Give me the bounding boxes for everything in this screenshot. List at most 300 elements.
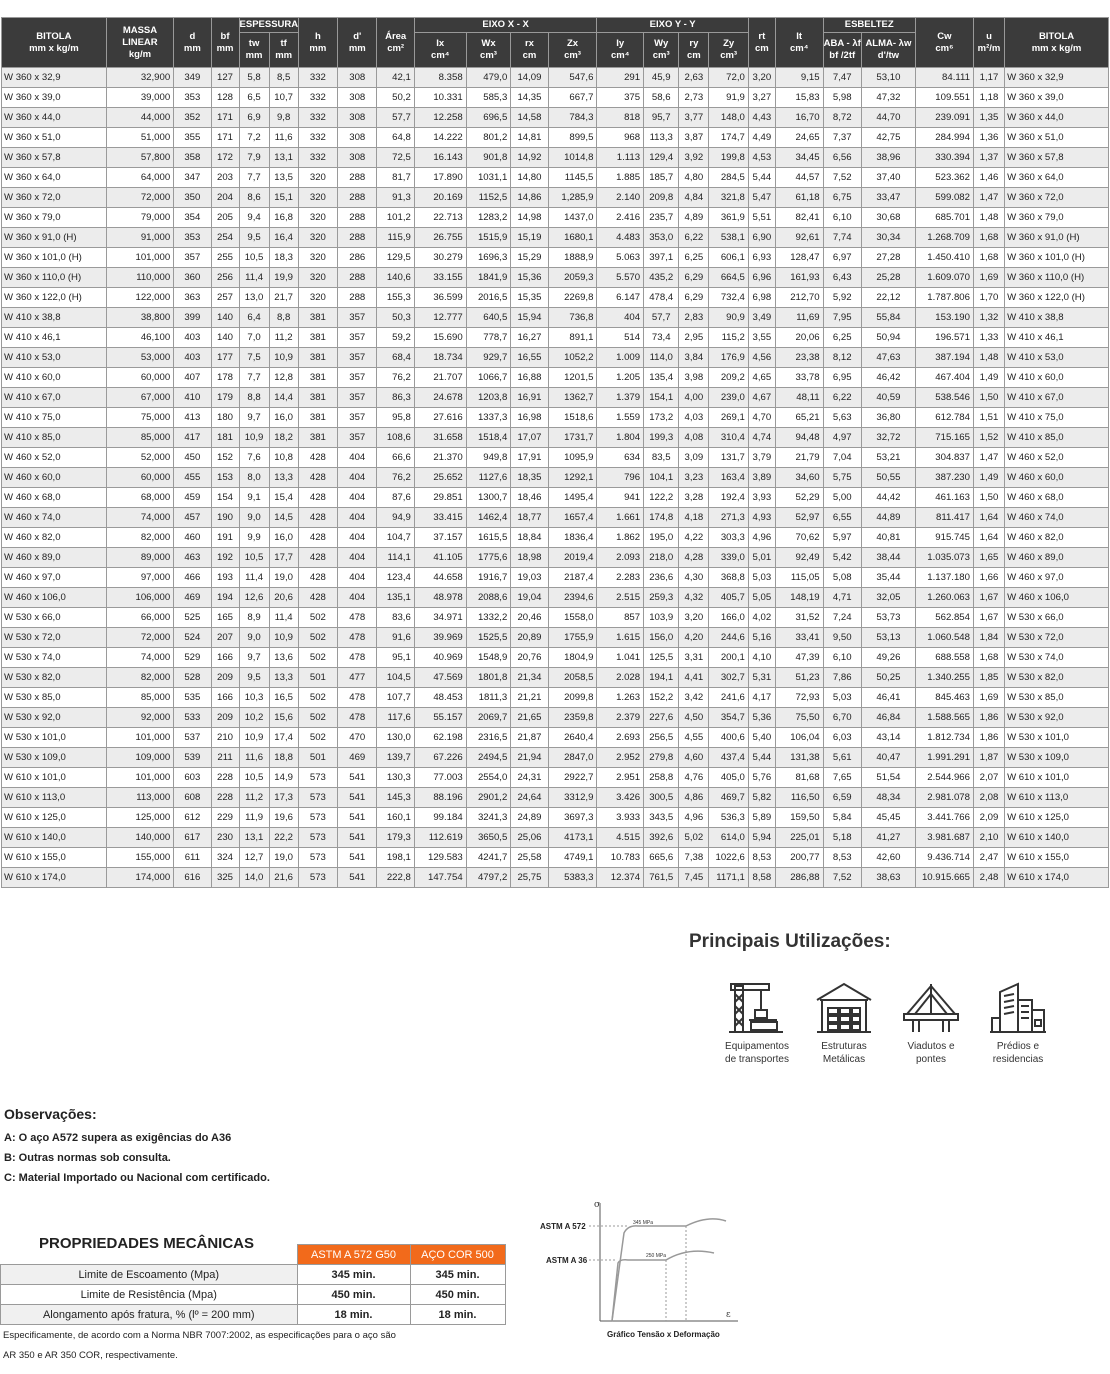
table-cell: 72,000 xyxy=(106,628,173,648)
table-cell: W 410 x 75,0 xyxy=(2,408,107,428)
table-cell: 347 xyxy=(174,168,211,188)
table-cell: 7,5 xyxy=(239,348,269,368)
table-cell: 1,37 xyxy=(973,148,1004,168)
table-cell: 502 xyxy=(298,688,337,708)
table-cell: 30,68 xyxy=(861,208,915,228)
table-cell: 538,1 xyxy=(709,228,748,248)
table-cell: 26.755 xyxy=(414,228,466,248)
table-cell: 2,47 xyxy=(973,848,1004,868)
table-cell: 14,9 xyxy=(269,768,298,788)
table-cell: 7,38 xyxy=(679,848,709,868)
table-cell: 6,10 xyxy=(823,208,861,228)
table-cell: 194 xyxy=(211,588,239,608)
table-cell: 617 xyxy=(174,828,211,848)
table-cell: 5,47 xyxy=(748,188,775,208)
table-cell: 23,38 xyxy=(775,348,823,368)
table-cell: 13,1 xyxy=(269,148,298,168)
graph-epsilon: ε xyxy=(726,1310,731,1320)
table-cell: 40,81 xyxy=(861,528,915,548)
table-row xyxy=(2,368,1109,388)
table-cell: 7,45 xyxy=(679,868,709,888)
table-cell: 50,55 xyxy=(861,468,915,488)
table-cell: 3.981.687 xyxy=(915,828,973,848)
table-cell: 1,86 xyxy=(973,708,1004,728)
table-cell: 3,27 xyxy=(748,88,775,108)
table-cell: 1,85 xyxy=(973,668,1004,688)
table-cell: 129,4 xyxy=(644,148,679,168)
table-cell: 2,73 xyxy=(679,88,709,108)
table-cell: 1.812.734 xyxy=(915,728,973,748)
table-cell: 70,62 xyxy=(775,528,823,548)
table-cell: 154,1 xyxy=(644,388,679,408)
table-cell: 32,900 xyxy=(106,68,173,88)
table-cell: 185,7 xyxy=(644,168,679,188)
table-cell: 2.379 xyxy=(597,708,644,728)
table-cell: 44,70 xyxy=(861,108,915,128)
table-cell: 14,81 xyxy=(511,128,548,148)
table-cell: 31,52 xyxy=(775,608,823,628)
table-cell: 1,47 xyxy=(973,448,1004,468)
table-cell: 104,1 xyxy=(644,468,679,488)
table-cell: 227,6 xyxy=(644,708,679,728)
table-row xyxy=(2,348,1109,368)
table-cell: 1.035.073 xyxy=(915,548,973,568)
table-cell: 60,000 xyxy=(106,368,173,388)
graph-label-a572: ASTM A 572 xyxy=(540,1222,586,1231)
table-cell: 53,000 xyxy=(106,348,173,368)
table-cell: 3.933 xyxy=(597,808,644,828)
table-cell: 17,3 xyxy=(269,788,298,808)
use-bridges: Viadutos e pontes xyxy=(886,980,976,1066)
table-cell: 778,7 xyxy=(466,328,511,348)
table-cell: 533 xyxy=(174,708,211,728)
table-cell: W 410 x 75,0 xyxy=(1005,408,1109,428)
table-cell: 113,3 xyxy=(644,128,679,148)
table-cell: W 360 x 32,9 xyxy=(2,68,107,88)
table-cell: 7,47 xyxy=(823,68,861,88)
table-cell: 122,2 xyxy=(644,488,679,508)
table-cell: 1.137.180 xyxy=(915,568,973,588)
table-cell: 128,47 xyxy=(775,248,823,268)
table-cell: 435,2 xyxy=(644,268,679,288)
table-cell: 7,95 xyxy=(823,308,861,328)
crane-icon xyxy=(727,980,787,1036)
table-cell: 222,8 xyxy=(377,868,414,888)
table-cell: 1,35 xyxy=(973,108,1004,128)
table-cell: 22.713 xyxy=(414,208,466,228)
table-cell: 417 xyxy=(174,428,211,448)
bridge-icon xyxy=(901,980,961,1036)
table-cell: 16,4 xyxy=(269,228,298,248)
table-cell: 239,0 xyxy=(709,388,748,408)
table-cell: 14,98 xyxy=(511,208,548,228)
table-cell: 148,19 xyxy=(775,588,823,608)
table-cell: 258,8 xyxy=(644,768,679,788)
table-cell: 6,9 xyxy=(239,108,269,128)
table-cell: 13,1 xyxy=(239,828,269,848)
observations-title: Observações: xyxy=(4,1106,97,1122)
table-cell: W 360 x 64,0 xyxy=(2,168,107,188)
table-cell: 45,45 xyxy=(861,808,915,828)
table-cell: W 610 x 155,0 xyxy=(2,848,107,868)
table-cell: 122,000 xyxy=(106,288,173,308)
table-cell: 155,3 xyxy=(377,288,414,308)
table-cell: 25,58 xyxy=(511,848,548,868)
table-cell: W 360 x 101,0 (H) xyxy=(2,248,107,268)
table-cell: 5,31 xyxy=(748,668,775,688)
table-cell: 12.777 xyxy=(414,308,466,328)
table-cell: 410 xyxy=(174,388,211,408)
table-cell: 128 xyxy=(211,88,239,108)
table-cell: 52,000 xyxy=(106,448,173,468)
table-cell: 2187,4 xyxy=(548,568,597,588)
table-cell: 1,68 xyxy=(973,228,1004,248)
table-cell: 27,28 xyxy=(861,248,915,268)
table-cell: 1,50 xyxy=(973,388,1004,408)
table-cell: 640,5 xyxy=(466,308,511,328)
table-cell: 1,65 xyxy=(973,548,1004,568)
mech-row-value: 18 min. xyxy=(410,1305,505,1325)
table-cell: 1,68 xyxy=(973,248,1004,268)
table-cell: 10.331 xyxy=(414,88,466,108)
table-cell: 254 xyxy=(211,228,239,248)
table-cell: 539 xyxy=(174,748,211,768)
table-cell: 350 xyxy=(174,188,211,208)
table-cell: 467.404 xyxy=(915,368,973,388)
table-cell: 1518,6 xyxy=(548,408,597,428)
table-cell: 55.157 xyxy=(414,708,466,728)
table-cell: 47,32 xyxy=(861,88,915,108)
table-row xyxy=(2,208,1109,228)
table-row xyxy=(2,468,1109,488)
table-cell: 72,0 xyxy=(709,68,748,88)
table-cell: 228 xyxy=(211,768,239,788)
table-cell: 3312,9 xyxy=(548,788,597,808)
table-cell: 228 xyxy=(211,788,239,808)
table-row xyxy=(2,188,1109,208)
table-row xyxy=(2,848,1109,868)
table-cell: 14.222 xyxy=(414,128,466,148)
table-cell: 180 xyxy=(211,408,239,428)
table-cell: 2.952 xyxy=(597,748,644,768)
table-cell: 4,74 xyxy=(748,428,775,448)
table-cell: 1.060.548 xyxy=(915,628,973,648)
table-cell: 179,3 xyxy=(377,828,414,848)
table-cell: 191 xyxy=(211,528,239,548)
table-cell: 87,6 xyxy=(377,488,414,508)
table-cell: 5,18 xyxy=(823,828,861,848)
table-cell: 547,6 xyxy=(548,68,597,88)
table-cell: 404 xyxy=(338,448,377,468)
table-cell: 404 xyxy=(338,568,377,588)
table-cell: 5,84 xyxy=(823,808,861,828)
table-cell: 106,04 xyxy=(775,728,823,748)
table-cell: 4,49 xyxy=(748,128,775,148)
table-cell: 404 xyxy=(338,508,377,528)
table-cell: 1.862 xyxy=(597,528,644,548)
table-cell: 3,20 xyxy=(748,68,775,88)
table-cell: 354,7 xyxy=(709,708,748,728)
table-cell: 125,000 xyxy=(106,808,173,828)
table-cell: 36,80 xyxy=(861,408,915,428)
table-cell: 48.453 xyxy=(414,688,466,708)
table-cell: 573 xyxy=(298,828,337,848)
header-d: d mm xyxy=(174,18,211,68)
table-cell: 239.091 xyxy=(915,108,973,128)
table-cell: 12.258 xyxy=(414,108,466,128)
table-cell: 1.588.565 xyxy=(915,708,973,728)
table-cell: 82,41 xyxy=(775,208,823,228)
table-cell: 413 xyxy=(174,408,211,428)
observations xyxy=(4,1106,270,1188)
table-cell: 21,94 xyxy=(511,748,548,768)
table-cell: 14,58 xyxy=(511,108,548,128)
table-cell: 428 xyxy=(298,548,337,568)
table-row xyxy=(2,228,1109,248)
table-cell: 4,93 xyxy=(748,508,775,528)
table-cell: 381 xyxy=(298,408,337,428)
table-cell: 573 xyxy=(298,768,337,788)
table-cell: 891,1 xyxy=(548,328,597,348)
table-cell: 16,88 xyxy=(511,368,548,388)
table-cell: 477 xyxy=(338,668,377,688)
table-cell: 269,1 xyxy=(709,408,748,428)
table-cell: 22,2 xyxy=(269,828,298,848)
table-cell: 320 xyxy=(298,208,337,228)
table-cell: 9,7 xyxy=(239,648,269,668)
table-cell: 514 xyxy=(597,328,644,348)
table-cell: 25,06 xyxy=(511,828,548,848)
table-cell: 2494,5 xyxy=(466,748,511,768)
table-cell: 811.417 xyxy=(915,508,973,528)
table-cell: 13,3 xyxy=(269,668,298,688)
table-cell: 4,22 xyxy=(679,528,709,548)
table-cell: W 530 x 72,0 xyxy=(2,628,107,648)
table-cell: 64,000 xyxy=(106,168,173,188)
table-cell: 3241,3 xyxy=(466,808,511,828)
table-cell: 204 xyxy=(211,188,239,208)
table-cell: 16,27 xyxy=(511,328,548,348)
table-cell: 225,01 xyxy=(775,828,823,848)
table-cell: 218,0 xyxy=(644,548,679,568)
table-cell: 91,6 xyxy=(377,628,414,648)
table-cell: 21,65 xyxy=(511,708,548,728)
table-cell: 18.734 xyxy=(414,348,466,368)
table-cell: W 530 x 74,0 xyxy=(2,648,107,668)
table-cell: 6,96 xyxy=(748,268,775,288)
header-area: Área cm² xyxy=(377,18,414,68)
table-cell: 381 xyxy=(298,348,337,368)
table-cell: 42,60 xyxy=(861,848,915,868)
table-cell: W 530 x 66,0 xyxy=(1005,608,1109,628)
table-cell: 478,4 xyxy=(644,288,679,308)
table-cell: W 610 x 101,0 xyxy=(1005,768,1109,788)
table-cell: 5.570 xyxy=(597,268,644,288)
table-cell: 303,3 xyxy=(709,528,748,548)
table-cell: 130,0 xyxy=(377,728,414,748)
table-cell: 1,33 xyxy=(973,328,1004,348)
table-row xyxy=(2,428,1109,448)
table-cell: 30,34 xyxy=(861,228,915,248)
table-cell: 209 xyxy=(211,668,239,688)
table-cell: 15,83 xyxy=(775,88,823,108)
table-cell: 11,9 xyxy=(239,808,269,828)
table-cell: 10,2 xyxy=(239,708,269,728)
table-cell: 18,2 xyxy=(269,428,298,448)
header-u: u m²/m xyxy=(973,18,1004,68)
table-cell: W 410 x 53,0 xyxy=(1005,348,1109,368)
table-cell: 48,11 xyxy=(775,388,823,408)
table-cell: 1.991.291 xyxy=(915,748,973,768)
graph-caption: Gráfico Tensão x Deformação xyxy=(607,1330,720,1339)
table-cell: W 460 x 97,0 xyxy=(1005,568,1109,588)
table-cell: 241,6 xyxy=(709,688,748,708)
table-cell: 15,4 xyxy=(269,488,298,508)
table-cell: 236,6 xyxy=(644,568,679,588)
table-cell: 53,21 xyxy=(861,448,915,468)
table-cell: 171 xyxy=(211,108,239,128)
table-cell: W 460 x 68,0 xyxy=(1005,488,1109,508)
table-cell: 1283,2 xyxy=(466,208,511,228)
table-cell: 469 xyxy=(174,588,211,608)
table-cell: 541 xyxy=(338,828,377,848)
table-cell: 4,43 xyxy=(748,108,775,128)
mech-row-label: Limite de Resistência (Mpa) xyxy=(1,1285,298,1305)
table-cell: 1,68 xyxy=(973,648,1004,668)
table-cell: 353 xyxy=(174,88,211,108)
table-cell: 10,9 xyxy=(269,348,298,368)
table-cell: 229 xyxy=(211,808,239,828)
table-cell: 59,2 xyxy=(377,328,414,348)
table-cell: 271,3 xyxy=(709,508,748,528)
table-cell: W 530 x 101,0 xyxy=(1005,728,1109,748)
table-cell: 15,35 xyxy=(511,288,548,308)
table-row xyxy=(2,508,1109,528)
table-cell: 51,23 xyxy=(775,668,823,688)
table-cell: 46,100 xyxy=(106,328,173,348)
table-cell: 502 xyxy=(298,608,337,628)
table-cell: 4,86 xyxy=(679,788,709,808)
table-cell: 288 xyxy=(338,168,377,188)
table-cell: 1171,1 xyxy=(709,868,748,888)
table-cell: 1437,0 xyxy=(548,208,597,228)
table-cell: 8,5 xyxy=(269,68,298,88)
table-row xyxy=(2,748,1109,768)
table-cell: 1.609.070 xyxy=(915,268,973,288)
table-cell: 49,26 xyxy=(861,648,915,668)
table-cell: 8,8 xyxy=(239,388,269,408)
table-cell: 2,48 xyxy=(973,868,1004,888)
table-cell: 44,89 xyxy=(861,508,915,528)
table-cell: 103,9 xyxy=(644,608,679,628)
table-cell: 89,000 xyxy=(106,548,173,568)
table-cell: 667,7 xyxy=(548,88,597,108)
buildings-icon xyxy=(988,980,1048,1036)
table-cell: 9,0 xyxy=(239,628,269,648)
table-cell: 39,000 xyxy=(106,88,173,108)
table-cell: 76,2 xyxy=(377,368,414,388)
table-cell: 14,09 xyxy=(511,68,548,88)
table-cell: W 460 x 82,0 xyxy=(2,528,107,548)
table-cell: 55,84 xyxy=(861,308,915,328)
table-cell: 1.205 xyxy=(597,368,644,388)
table-cell: 58,6 xyxy=(644,88,679,108)
table-cell: 320 xyxy=(298,188,337,208)
table-cell: 324 xyxy=(211,848,239,868)
table-cell: 4,18 xyxy=(679,508,709,528)
table-cell: 1811,3 xyxy=(466,688,511,708)
table-cell: 2.951 xyxy=(597,768,644,788)
table-cell: 2059,3 xyxy=(548,268,597,288)
mech-row-value: 345 min. xyxy=(297,1265,410,1285)
table-cell: 2,83 xyxy=(679,308,709,328)
table-cell: 5383,3 xyxy=(548,868,597,888)
table-cell: 17,7 xyxy=(269,548,298,568)
table-cell: 614,0 xyxy=(709,828,748,848)
table-cell: 4,71 xyxy=(823,588,861,608)
table-cell: 3697,3 xyxy=(548,808,597,828)
table-cell: 685.701 xyxy=(915,208,973,228)
table-cell: 48,34 xyxy=(861,788,915,808)
table-cell: 1804,9 xyxy=(548,648,597,668)
header-aba: ABA - λf bf /2tf xyxy=(823,33,861,68)
table-cell: 404 xyxy=(338,468,377,488)
table-cell: 8,6 xyxy=(239,188,269,208)
table-row xyxy=(2,108,1109,128)
table-cell: 135,4 xyxy=(644,368,679,388)
table-cell: 8,0 xyxy=(239,468,269,488)
table-cell: 24,89 xyxy=(511,808,548,828)
table-cell: 18,77 xyxy=(511,508,548,528)
table-cell: 6,95 xyxy=(823,368,861,388)
table-cell: 1,285,9 xyxy=(548,188,597,208)
table-cell: 308 xyxy=(338,68,377,88)
table-cell: 14,35 xyxy=(511,88,548,108)
table-cell: 10.783 xyxy=(597,848,644,868)
table-cell: 528 xyxy=(174,668,211,688)
table-cell: W 360 x 44,0 xyxy=(1005,108,1109,128)
table-row xyxy=(2,588,1109,608)
table-cell: 4,41 xyxy=(679,668,709,688)
table-cell: 5,42 xyxy=(823,548,861,568)
graph-sigma: σ xyxy=(594,1200,601,1210)
table-cell: 6,22 xyxy=(679,228,709,248)
table-cell: 95,1 xyxy=(377,648,414,668)
table-cell: 1,32 xyxy=(973,308,1004,328)
table-cell: 33,47 xyxy=(861,188,915,208)
table-cell: 114,0 xyxy=(644,348,679,368)
table-cell: 538.546 xyxy=(915,388,973,408)
table-cell: 1916,7 xyxy=(466,568,511,588)
table-cell: 41.105 xyxy=(414,548,466,568)
table-cell: 3,31 xyxy=(679,648,709,668)
header-ry: ry cm xyxy=(679,33,709,68)
table-row xyxy=(2,528,1109,548)
table-cell: 288 xyxy=(338,208,377,228)
table-cell: 5,76 xyxy=(748,768,775,788)
table-cell: 899,5 xyxy=(548,128,597,148)
table-cell: 108,6 xyxy=(377,428,414,448)
table-cell: 52,97 xyxy=(775,508,823,528)
mech-col-a572: ASTM A 572 G50 xyxy=(297,1245,410,1265)
table-cell: 2,10 xyxy=(973,828,1004,848)
table-cell: W 410 x 46,1 xyxy=(2,328,107,348)
table-cell: 1801,8 xyxy=(466,668,511,688)
table-cell: 44,000 xyxy=(106,108,173,128)
table-cell: W 530 x 85,0 xyxy=(2,688,107,708)
profiles-table xyxy=(1,17,1109,888)
table-cell: 288 xyxy=(338,288,377,308)
